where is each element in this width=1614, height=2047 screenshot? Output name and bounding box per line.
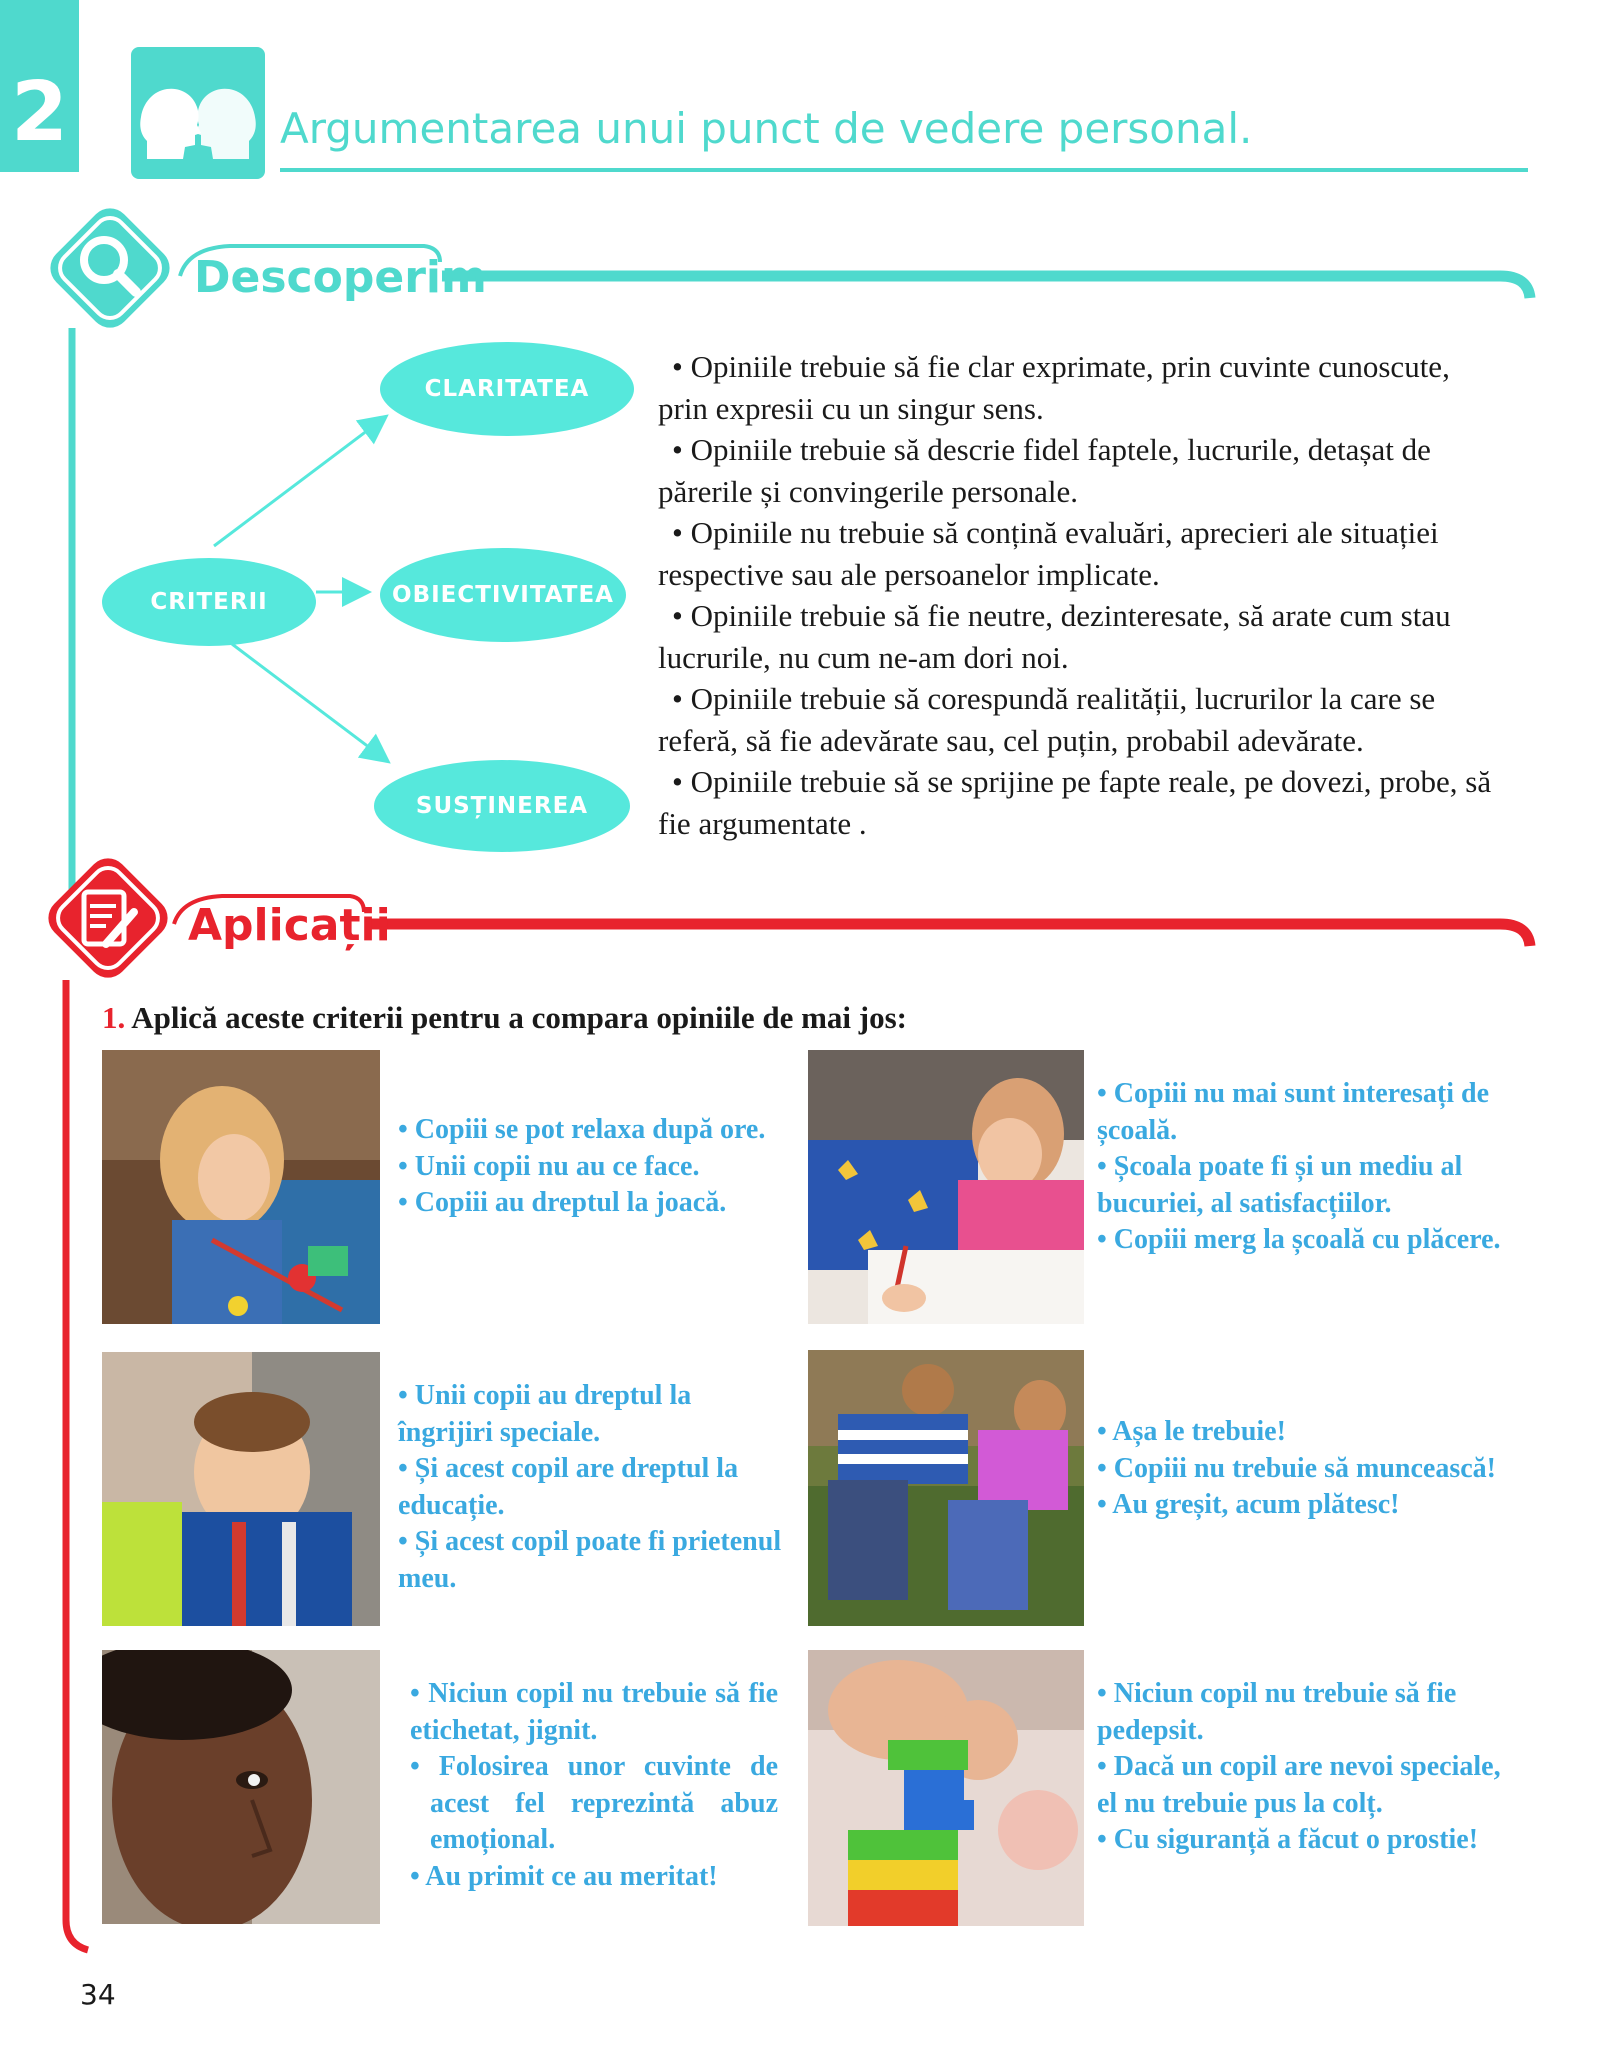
caption-line: • Unii copii nu au ce face. bbox=[398, 1150, 700, 1182]
mindmap-branch-sustinerea: SUSȚINEREA bbox=[374, 760, 630, 852]
exercise-number: 1. bbox=[102, 1000, 126, 1035]
page-number: 34 bbox=[80, 1978, 116, 2011]
criteria-list bbox=[658, 346, 1498, 844]
caption-line: • Școala poate fi și un mediu al bucuriei, al satisfacțiilor. bbox=[1097, 1151, 1463, 1219]
caption-line: • Copiii se pot relaxa după ore. bbox=[398, 1114, 766, 1145]
caption-6 bbox=[1097, 1676, 1507, 1859]
caption-line: • Copiii au dreptul la joacă. bbox=[398, 1187, 727, 1218]
caption-line: • Și acest copil poate fi prietenul meu. bbox=[398, 1526, 782, 1594]
discover-title: Descoperim bbox=[194, 252, 487, 303]
photo-kids-pushing bbox=[808, 1350, 1084, 1626]
criteria-item: • Opiniile nu trebuie să conțină evaluări, aprecieri ale situației respective sau ale persoanelor implicate. bbox=[658, 515, 1439, 592]
mindmap-branch-claritatea: CLARITATEA bbox=[380, 342, 634, 436]
exercise-text: Aplică aceste criterii pentru a compara opiniile de mai jos: bbox=[131, 1000, 908, 1035]
caption-line: • Copiii nu trebuie să muncească! bbox=[1097, 1452, 1496, 1484]
mindmap-branch-obiectivitatea: OBIECTIVITATEA bbox=[380, 548, 626, 642]
caption-line: • Dacă un copil are nevoi speciale, el nu trebuie pus la colț. bbox=[1097, 1751, 1501, 1819]
photo-lego-blocks bbox=[808, 1650, 1084, 1926]
caption-line: • Niciun copil nu trebuie să fie etichetat, jignit. bbox=[410, 1678, 778, 1746]
notepad-pencil-icon bbox=[36, 846, 180, 990]
caption-3 bbox=[398, 1378, 788, 1597]
caption-1 bbox=[398, 1112, 778, 1222]
chapter-title: Argumentarea unui punct de vedere personal. bbox=[280, 104, 1253, 153]
caption-line: • Folosirea unor cuvinte de acest fel reprezintă abuz emoțional. bbox=[410, 1751, 778, 1855]
caption-line: • Cu siguranță a făcut o prostie! bbox=[1097, 1824, 1479, 1855]
mindmap-center: CRITERII bbox=[102, 558, 316, 646]
chapter-number: 2 bbox=[10, 65, 69, 160]
criteria-item: • Opiniile trebuie să descrie fidel faptele, lucrurile, detașat de părerile și convingerile personale. bbox=[658, 432, 1431, 509]
caption-line: • Copiii merg la școală cu plăcere. bbox=[1097, 1224, 1501, 1255]
criteria-item: • Opiniile trebuie să fie clar exprimate, prin cuvinte cunoscute, prin expresii cu un singur sens. bbox=[658, 349, 1450, 426]
photo-boy-hug bbox=[102, 1352, 380, 1626]
photo-girl-painting bbox=[102, 1050, 380, 1324]
applications-title: Aplicații bbox=[188, 900, 391, 951]
caption-line: • Copiii nu mai sunt interesați de școală. bbox=[1097, 1078, 1489, 1146]
caption-line: • Și acest copil are dreptul la educație. bbox=[398, 1453, 739, 1521]
criteria-item: • Opiniile trebuie să corespundă realității, lucrurilor la care se referă, să fie adevărate sau, cel puțin, probabil adevărate. bbox=[658, 681, 1436, 758]
criteria-item: • Opiniile trebuie să se sprijine pe fapte reale, pe dovezi, probe, să fie argumentate . bbox=[658, 764, 1492, 841]
caption-line: • Au primit ce au meritat! bbox=[410, 1860, 718, 1892]
caption-5 bbox=[410, 1676, 778, 1895]
photo-girl-writing bbox=[808, 1050, 1084, 1324]
caption-line: • Așa le trebuie! bbox=[1097, 1416, 1286, 1447]
caption-2 bbox=[1097, 1076, 1507, 1259]
criteria-item: • Opiniile trebuie să fie neutre, dezinteresate, să arate cum stau lucrurile, nu cum ne-am dori noi. bbox=[658, 598, 1451, 675]
caption-line: • Niciun copil nu trebuie să fie pedepsit. bbox=[1097, 1678, 1457, 1746]
exercise-heading bbox=[102, 1000, 907, 1036]
photo-sad-boy bbox=[102, 1650, 380, 1924]
caption-line: • Unii copii au dreptul la îngrijiri speciale. bbox=[398, 1380, 692, 1448]
caption-line: • Au greșit, acum plătesc! bbox=[1097, 1489, 1400, 1520]
caption-4 bbox=[1097, 1414, 1507, 1524]
